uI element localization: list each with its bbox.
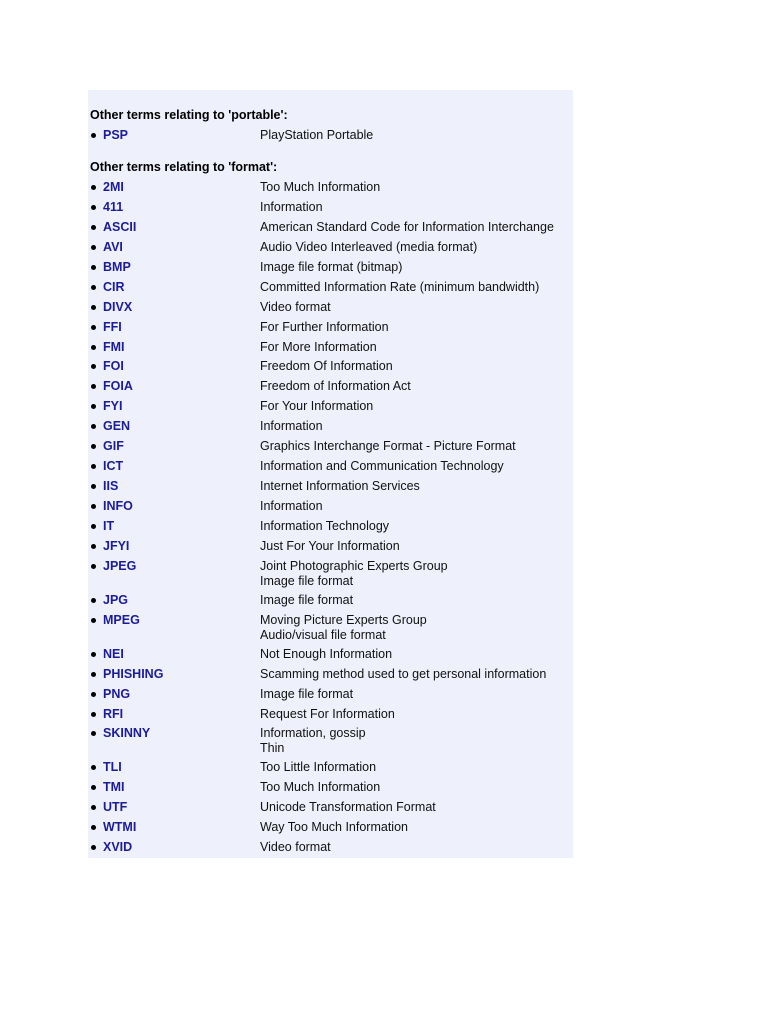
list-item — [88, 499, 573, 513]
bullet-icon — [91, 265, 96, 270]
terms-panel — [88, 90, 573, 858]
term-definition — [260, 647, 572, 662]
list-item — [88, 707, 573, 721]
term-definition — [260, 613, 572, 643]
bullet-icon — [91, 765, 96, 770]
bullet-icon — [91, 564, 96, 569]
definition-line: Too Much Information — [260, 780, 381, 795]
term-definition — [260, 439, 572, 454]
definition-line: Thin — [260, 741, 285, 756]
bullet-icon — [91, 731, 96, 736]
bullet-icon — [91, 444, 96, 449]
list-item — [88, 439, 573, 453]
bullet-icon — [91, 245, 96, 250]
section-heading-portable: Other terms relating to 'portable': — [90, 108, 288, 122]
term-definition — [260, 479, 572, 494]
term-link[interactable]: GIF — [103, 439, 124, 454]
bullet-icon — [91, 225, 96, 230]
list-item — [88, 593, 573, 607]
list-item — [88, 459, 573, 473]
list-item — [88, 519, 573, 533]
term-definition — [260, 593, 572, 608]
list-item — [88, 667, 573, 681]
term-definition — [260, 240, 572, 255]
list-item — [88, 220, 573, 234]
definition-line: Information, gossip — [260, 726, 366, 741]
definition-line: Image file format — [260, 686, 354, 701]
list-item — [88, 399, 573, 413]
term-definition — [260, 260, 572, 275]
bullet-icon — [91, 345, 96, 350]
definition-line: Joint Photographic Experts Group — [260, 558, 448, 573]
list-item — [88, 539, 573, 553]
term-link[interactable]: FOIA — [103, 379, 133, 394]
bullet-icon — [91, 464, 96, 469]
definition-line: Image file format — [260, 573, 354, 588]
term-link[interactable]: FMI — [103, 339, 125, 354]
bullet-icon — [91, 305, 96, 310]
definition-line: Just For Your Information — [260, 538, 400, 553]
term-link[interactable]: NEI — [103, 646, 124, 661]
list-item — [88, 760, 573, 774]
bullet-icon — [91, 424, 96, 429]
definition-line: Video format — [260, 840, 331, 855]
definition-line: Information and Communication Technology — [260, 459, 504, 474]
definition-line: Request For Information — [260, 706, 395, 721]
term-definition — [260, 340, 572, 355]
definition-line: Image file format — [260, 592, 354, 607]
definition-line: Moving Picture Experts Group — [260, 612, 427, 627]
term-link[interactable]: FOI — [103, 359, 124, 374]
term-link[interactable]: INFO — [103, 499, 133, 514]
definition-line: Information Technology — [260, 518, 390, 533]
definition-line: Information — [260, 419, 323, 434]
term-link[interactable]: JPG — [103, 592, 129, 607]
term-link[interactable]: FFI — [103, 319, 122, 334]
list-item — [88, 612, 573, 642]
term-link[interactable]: IT — [103, 518, 115, 533]
bullet-icon — [91, 544, 96, 549]
list-item — [88, 379, 573, 393]
term-definition — [260, 220, 572, 235]
definition-line: Unicode Transformation Format — [260, 800, 436, 815]
bullet-icon — [91, 205, 96, 210]
definition-line: Graphics Interchange Format - Picture Format — [260, 439, 516, 454]
term-definition — [260, 499, 572, 514]
term-link[interactable]: TLI — [103, 760, 122, 775]
term-link[interactable]: CIR — [103, 279, 125, 294]
term-definition — [260, 840, 572, 855]
term-link[interactable]: MPEG — [103, 612, 140, 627]
list-item — [88, 479, 573, 493]
bullet-icon — [91, 712, 96, 717]
definition-line: Committed Information Rate (minimum bandwidth) — [260, 279, 540, 294]
list-item — [88, 820, 573, 834]
term-link[interactable]: PHISHING — [103, 666, 164, 681]
term-definition — [260, 780, 572, 795]
definition-line: Scamming method used to get personal information — [260, 666, 547, 681]
term-link[interactable]: ASCII — [103, 219, 137, 234]
bullet-icon — [91, 484, 96, 489]
list-item — [88, 280, 573, 294]
term-definition — [260, 519, 572, 534]
term-definition — [260, 559, 572, 589]
bullet-icon — [91, 692, 96, 697]
term-link[interactable]: UTF — [103, 800, 128, 815]
term-link[interactable]: WTMI — [103, 820, 137, 835]
term-definition — [260, 419, 572, 434]
term-link[interactable]: GEN — [103, 419, 131, 434]
definition-line: Audio Video Interleaved (media format) — [260, 239, 478, 254]
definition-line: Way Too Much Information — [260, 820, 408, 835]
bullet-icon — [91, 364, 96, 369]
list-item — [88, 240, 573, 254]
term-link[interactable]: JPEG — [103, 558, 137, 573]
term-link[interactable]: IIS — [103, 479, 119, 494]
definition-line: Information — [260, 199, 323, 214]
bullet-icon — [91, 504, 96, 509]
term-definition — [260, 687, 572, 702]
term-definition — [260, 399, 572, 414]
definition-line: Freedom of Information Act — [260, 379, 411, 394]
bullet-icon — [91, 785, 96, 790]
list-item — [88, 180, 573, 194]
term-definition — [260, 820, 572, 835]
definition-line: Information — [260, 499, 323, 514]
bullet-icon — [91, 285, 96, 290]
term-definition — [260, 800, 572, 815]
term-link[interactable]: XVID — [103, 840, 133, 855]
bullet-icon — [91, 825, 96, 830]
definition-line: For Further Information — [260, 319, 389, 334]
bullet-icon — [91, 618, 96, 623]
definition-line: Internet Information Services — [260, 479, 420, 494]
definition-line: PlayStation Portable — [260, 128, 374, 142]
list-item — [88, 300, 573, 314]
term-definition — [260, 200, 572, 215]
bullet-icon — [91, 133, 96, 138]
term-definition — [260, 359, 572, 374]
bullet-icon — [91, 384, 96, 389]
term-definition — [260, 707, 572, 722]
section-heading-format: Other terms relating to 'format': — [90, 160, 278, 174]
term-link[interactable]: ICT — [103, 459, 124, 474]
term-definition — [260, 180, 572, 195]
term-link[interactable]: BMP — [103, 259, 131, 274]
definition-line: Too Little Information — [260, 760, 377, 775]
term-definition — [260, 459, 572, 474]
term-definition — [260, 760, 572, 775]
bullet-icon — [91, 325, 96, 330]
term-definition — [260, 320, 572, 335]
definition-line: For Your Information — [260, 399, 374, 414]
list-item — [88, 687, 573, 701]
list-item — [88, 320, 573, 334]
term-link[interactable]: FYI — [103, 399, 123, 414]
list-item — [88, 419, 573, 433]
term-link[interactable]: DIVX — [103, 299, 133, 314]
list-item — [88, 840, 573, 854]
list-item — [88, 558, 573, 588]
term-link[interactable]: SKINNY — [103, 726, 151, 741]
term-link[interactable]: PNG — [103, 686, 131, 701]
bullet-icon — [91, 845, 96, 850]
term-link[interactable]: PSP — [103, 128, 129, 142]
bullet-icon — [91, 524, 96, 529]
term-definition — [260, 128, 572, 143]
list-item — [88, 359, 573, 373]
term-link[interactable]: 411 — [103, 199, 124, 214]
term-definition — [260, 726, 572, 756]
bullet-icon — [91, 805, 96, 810]
list-item — [88, 340, 573, 354]
term-definition — [260, 539, 572, 554]
list-item — [88, 800, 573, 814]
bullet-icon — [91, 672, 96, 677]
list-item — [88, 128, 573, 142]
term-definition — [260, 300, 572, 315]
list-item — [88, 726, 573, 756]
definition-line: Image file format (bitmap) — [260, 259, 403, 274]
bullet-icon — [91, 404, 96, 409]
bullet-icon — [91, 185, 96, 190]
definition-line: Video format — [260, 299, 331, 314]
definition-line: American Standard Code for Information Interchange — [260, 219, 554, 234]
term-link[interactable]: JFYI — [103, 538, 130, 553]
definition-line: Freedom Of Information — [260, 359, 393, 374]
list-item — [88, 780, 573, 794]
term-definition — [260, 667, 572, 682]
bullet-icon — [91, 652, 96, 657]
term-link[interactable]: RFI — [103, 706, 124, 721]
list-item — [88, 260, 573, 274]
bullet-icon — [91, 598, 96, 603]
term-definition — [260, 379, 572, 394]
list-item — [88, 200, 573, 214]
definition-line: Audio/visual file format — [260, 627, 386, 642]
term-link[interactable]: AVI — [103, 239, 123, 254]
term-link[interactable]: 2MI — [103, 180, 124, 194]
term-link[interactable]: TMI — [103, 780, 125, 795]
list-item — [88, 647, 573, 661]
definition-line: For More Information — [260, 339, 377, 354]
definition-line: Too Much Information — [260, 180, 381, 194]
term-definition — [260, 280, 572, 295]
definition-line: Not Enough Information — [260, 646, 393, 661]
